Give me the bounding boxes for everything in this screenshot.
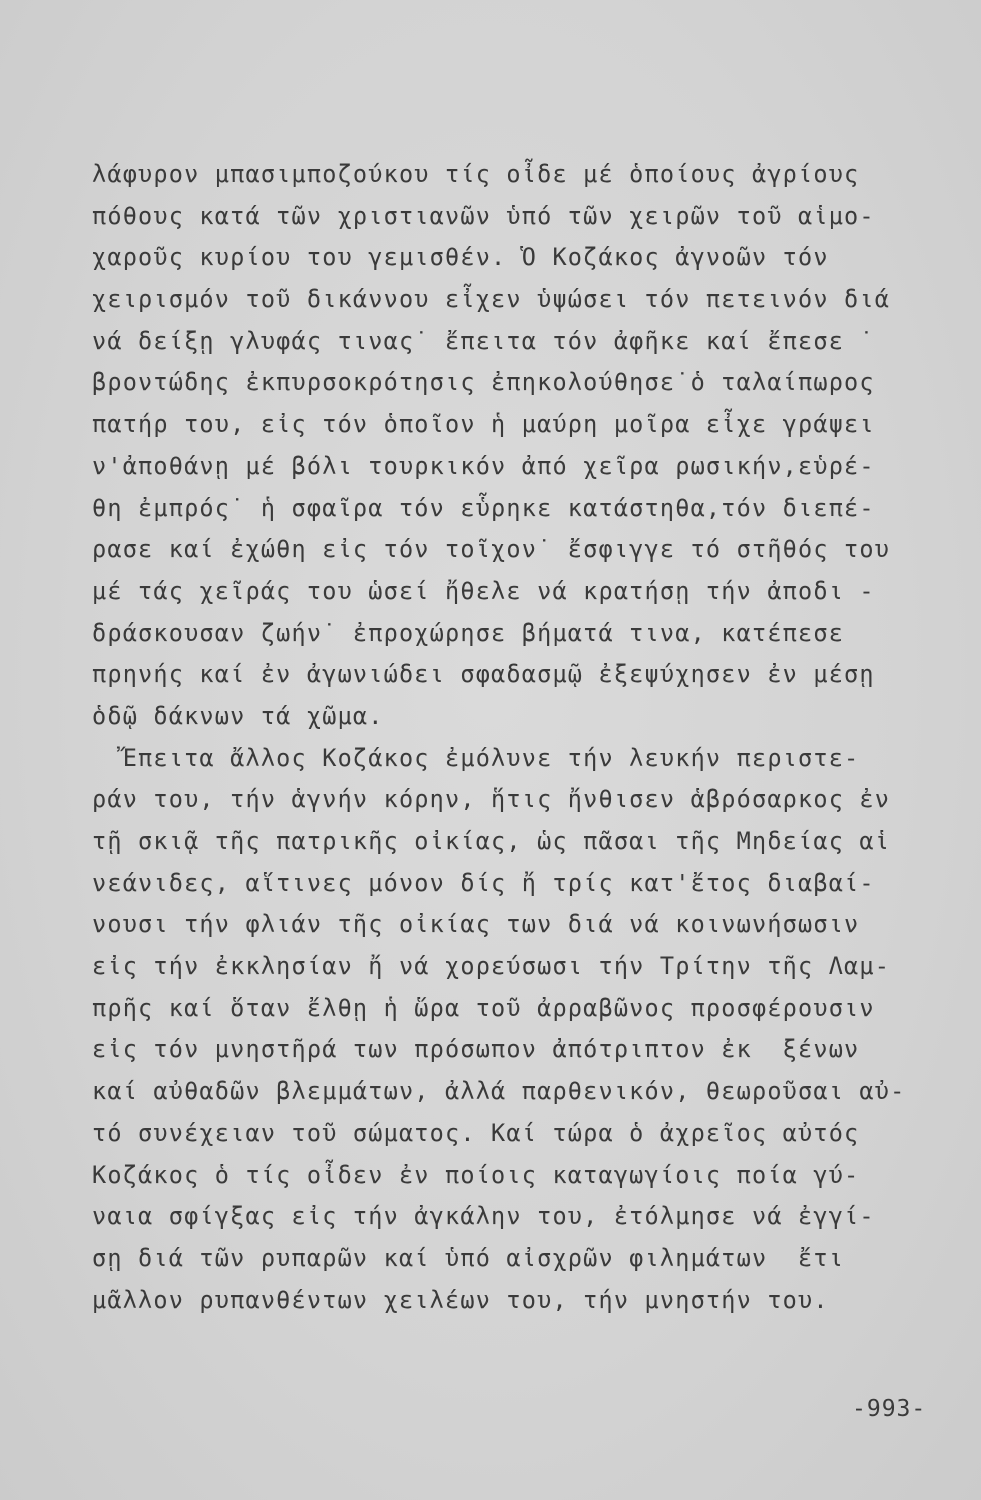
text-line: ναια σφίγξας εἰς τήν ἀγκάλην του, ἐτόλμησε νά ἐγγί- (92, 1202, 875, 1231)
text-line: χειρισμόν τοῦ δικάννου εἶχεν ὑψώσει τόν πετεινόν διά (92, 285, 891, 314)
text-line: πόθους κατά τῶν χριστιανῶν ὑπό τῶν χειρῶν τοῦ αἱμο- (92, 201, 875, 230)
text-line: νά δείξῃ γλυφάς τινας˙ ἔπειτα τόν ἀφῆκε καί ἔπεσε ˙ (92, 326, 875, 355)
text-line: εἰς τόν μνηστῆρά των πρόσωπον ἀπότριπτον ἐκ ξένων (92, 1035, 860, 1064)
text-line: Ἔπειτα ἄλλος Κοζάκος ἐμόλυνε τήν λευκήν περιστε- (92, 743, 860, 772)
text-line: μέ τάς χεῖράς του ὡσεί ἤθελε νά κρατήσῃ τήν ἀποδι - (92, 576, 875, 605)
text-line: βροντώδης ἐκπυρσοκρότησις ἐπηκολούθησε˙ὁ ταλαίπωρος (92, 368, 875, 397)
page-number: -993- (852, 1396, 927, 1422)
text-line: ράν του, τήν ἁγνήν κόρην, ἥτις ἤνθισεν ἁβρόσαρκος ἐν (92, 785, 891, 814)
text-line: καί αὐθαδῶν βλεμμάτων, ἀλλά παρθενικόν, θεωροῦσαι αὐ- (92, 1077, 906, 1106)
text-line: σῃ διά τῶν ρυπαρῶν καί ὑπό αἰσχρῶν φιλημάτων ἔτι (92, 1243, 845, 1272)
text-line: μᾶλλον ρυπανθέντων χειλέων του, τήν μνηστήν του. (92, 1285, 829, 1314)
text-line: εἰς τήν ἐκκλησίαν ἤ νά χορεύσωσι τήν Τρίτην τῆς Λαμ- (92, 952, 891, 981)
text-line: νουσι τήν φλιάν τῆς οἰκίας των διά νά κοινωνήσωσιν (92, 910, 860, 939)
text-line: ν'ἀποθάνῃ μέ βόλι τουρκικόν ἀπό χεῖρα ρωσικήν,εὑρέ- (92, 451, 875, 480)
text-line: Κοζάκος ὁ τίς οἶδεν ἐν ποίοις καταγωγίοις ποία γύ- (92, 1160, 860, 1189)
text-line: τῇ σκιᾷ τῆς πατρικῆς οἰκίας, ὡς πᾶσαι τῆς Μηδείας αἱ (92, 827, 891, 855)
text-line: πατήρ του, εἰς τόν ὁποῖον ἡ μαύρη μοῖρα εἶχε γράψει (92, 410, 875, 439)
text-line: τό συνέχειαν τοῦ σώματος. Καί τώρα ὁ ἀχρεῖος αὐτός (92, 1118, 860, 1147)
text-line: δράσκουσαν ζωήν˙ ἐπροχώρησε βήματά τινα, κατέπεσε (92, 618, 845, 647)
text-line: νεάνιδες, αἵτινες μόνον δίς ἤ τρίς κατ'ἔτος διαβαί- (92, 868, 875, 897)
text-line: ρασε καί ἐχώθη εἰς τόν τοῖχον˙ ἔσφιγγε τό στῆθός του (92, 535, 891, 564)
text-line: πρῆς καί ὅταν ἔλθῃ ἡ ὥρα τοῦ ἀρραβῶνος προσφέρουσιν (92, 993, 875, 1022)
text-line: πρηνής καί ἐν ἀγωνιώδει σφαδασμῷ ἐξεψύχησεν ἐν μέσῃ (92, 660, 875, 689)
text-line: ὁδῷ δάκνων τά χῶμα. (92, 701, 384, 730)
text-line: θη ἐμπρός˙ ἡ σφαῖρα τόν εὗρηκε κατάστηθα,τόν διεπέ- (92, 493, 875, 522)
text-line: χαροῦς κυρίου του γεμισθέν. Ὁ Κοζάκος ἀγνοῶν τόν (92, 243, 829, 272)
text-line: λάφυρον μπασιμποζούκου τίς οἶδε μέ ὁποίους ἀγρίους (92, 160, 860, 188)
body-text (92, 154, 962, 1321)
